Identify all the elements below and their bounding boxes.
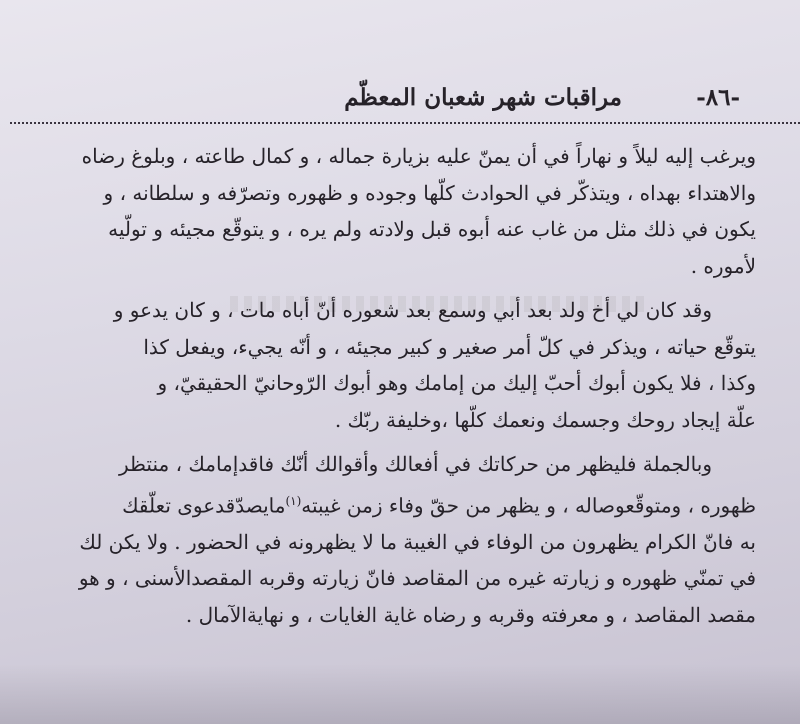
text-line: يكون في ذلك مثل من غاب عنه أبوه قبل ولادته ولم يره ، و يتوقّع مجيئه و تولّيه — [108, 217, 756, 241]
page-number: -٨٦- — [696, 84, 740, 111]
main-text — [38, 138, 756, 633]
header-dotted-rule — [10, 122, 800, 124]
text-line-tail: مايصدّقدعوى تعلّقك — [122, 493, 286, 518]
text-line: مقصد المقاصد ، و معرفته وقربه و رضاه غاية الغايات ، و نهايةالآمال . — [185, 602, 756, 627]
footnote-marker: (١) — [285, 493, 302, 508]
text-line-with-footnote — [38, 483, 756, 524]
running-title: مراقبات شهر شعبان المعظّم — [344, 84, 622, 111]
text-line: والاهتداء بهداه ، ويتذكّر في الحوادث كلّها وجوده و ظهوره وتصرّفه و سلطانه ، و — [103, 180, 756, 205]
page-shadow — [0, 664, 800, 724]
text-line: لأموره . — [690, 253, 756, 278]
text-line: وكذا ، فلا يكون أبوك أحبّ إليك من إمامك وهو أبوك الرّوحانيّ الحقيقيّ، و — [157, 371, 756, 395]
text-line: وبالجملة فليظهر من حركاتك في أفعالك وأقوالك أنّك فاقدإمامك ، منتظر — [118, 452, 712, 476]
text-line: في تمنّي ظهوره و زيارته غيره من المقاصد فانّ زيارته وقربه المقصدالأسنى ، و هو — [78, 566, 756, 591]
paragraph — [38, 138, 756, 284]
paragraph — [38, 446, 756, 633]
text-line: علّة إيجاد روحك وجسمك ونعمك كلّها ،وخليفة ربّك . — [334, 407, 756, 432]
text-line-head: ظهوره ، ومتوقّعوصاله ، و يظهر من حقّ وفاء زمن غيبته — [301, 493, 756, 518]
page-header — [60, 78, 740, 118]
text-line: ويرغب إليه ليلاً و نهاراً في أن يمنّ عليه بزيارة جماله ، و كمال طاعته ، وبلوغ رضاه — [81, 144, 756, 168]
paragraph — [38, 292, 756, 438]
text-line: يتوقّع حياته ، ويذكر في كلّ أمر صغير و كبير مجيئه ، و أنّه يجيء، ويفعل كذا — [143, 334, 756, 359]
text-line: وقد كان لي أخ ولد بعد أبي وسمع بعد شعوره أنّ أباه مات ، و كان يدعو و — [113, 298, 712, 322]
text-line: به فانّ الكرام يظهرون من الوفاء في الغيبة ما لا يظهرونه في الحضور . ولا يكن لك — [79, 529, 756, 554]
